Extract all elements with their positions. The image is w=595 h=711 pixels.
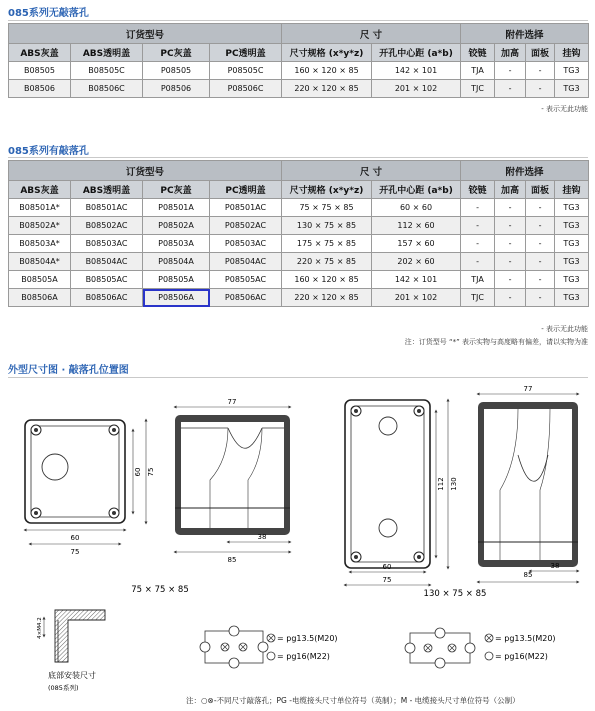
- table-row: [9, 235, 589, 253]
- table-cell: B08501AC: [71, 199, 143, 217]
- legend-pg13: = pg13.5(M20): [495, 634, 556, 643]
- table-cell: B08505A: [9, 271, 71, 289]
- bottom-install-label: 底部安装尺寸: [48, 671, 96, 680]
- table-cell: B08505C: [71, 62, 143, 80]
- spec-table-with-knockout: [8, 160, 589, 307]
- table-cell: -: [495, 199, 526, 217]
- table-cell: P08506C: [210, 80, 282, 98]
- column-header: PC透明盖: [210, 44, 282, 62]
- table-cell: B08501A*: [9, 199, 71, 217]
- table-cell: 75 × 75 × 85: [282, 199, 372, 217]
- group-header-accessories: 附件选择: [461, 24, 589, 44]
- table-cell: TG3: [555, 199, 589, 217]
- divider: [8, 20, 588, 21]
- table-cell: 160 × 120 × 85: [282, 62, 372, 80]
- table-cell: P08502A: [143, 217, 210, 235]
- small-box-front-view: [25, 420, 155, 556]
- table-cell: 112 × 60: [372, 217, 461, 235]
- large-box-caption: 130 × 75 × 85: [423, 589, 487, 599]
- dim-label: 38: [550, 562, 560, 570]
- table-row: [9, 289, 589, 307]
- table-cell: -: [495, 62, 526, 80]
- column-header: 尺寸规格 (x*y*z): [282, 181, 372, 199]
- section2-note-dash: - 表示无此功能: [541, 325, 588, 333]
- table-cell: -: [461, 253, 495, 271]
- table-cell: -: [526, 62, 555, 80]
- table-cell: B08506AC: [71, 289, 143, 307]
- table-cell: P08501A: [143, 199, 210, 217]
- column-header: 加高: [495, 44, 526, 62]
- column-header: 面板: [526, 44, 555, 62]
- section2-title: 085系列有敲落孔: [8, 146, 89, 157]
- table-cell: -: [526, 289, 555, 307]
- group-header-accessories: 附件选择: [461, 161, 589, 181]
- large-box-front-view: [345, 400, 458, 585]
- group-header-order: 订货型号: [9, 161, 282, 181]
- table-cell: 130 × 75 × 85: [282, 217, 372, 235]
- dim-label: 60: [134, 467, 142, 477]
- table-cell: TJA: [461, 62, 495, 80]
- dim-label: 85: [227, 556, 237, 564]
- column-header: ABS透明盖: [71, 44, 143, 62]
- table-cell: TJC: [461, 80, 495, 98]
- legend-pg16: = pg16(M22): [495, 652, 548, 661]
- table-cell: P08505AC: [210, 271, 282, 289]
- table-row: [9, 271, 589, 289]
- table-cell: 142 × 101: [372, 271, 461, 289]
- table-cell: 202 × 60: [372, 253, 461, 271]
- table-cell: -: [526, 217, 555, 235]
- column-header: 加高: [495, 181, 526, 199]
- table-cell: -: [495, 253, 526, 271]
- table-cell: 142 × 101: [372, 62, 461, 80]
- section2-note-asterisk: 注：订货型号 “*” 表示实物与高度略有偏差，请以实物为准: [404, 338, 588, 346]
- table-cell: -: [526, 235, 555, 253]
- table-cell: -: [495, 217, 526, 235]
- dim-label: 77: [523, 385, 533, 393]
- table-cell: -: [495, 289, 526, 307]
- section3-title: 外型尺寸图 · 敲落孔位置图: [8, 365, 129, 376]
- column-header: PC灰盖: [143, 181, 210, 199]
- table-row: [9, 62, 589, 80]
- dim-label: 75: [70, 548, 80, 556]
- group-header-size: 尺 寸: [282, 24, 461, 44]
- dim-label: 4×M4.2: [37, 617, 43, 639]
- table-cell: B08504A*: [9, 253, 71, 271]
- section1-note: - 表示无此功能: [541, 105, 588, 113]
- dim-label: 75: [147, 467, 155, 477]
- table-cell: TG3: [555, 289, 589, 307]
- bottom-install-detail: [37, 610, 105, 692]
- table-cell: B08502AC: [71, 217, 143, 235]
- dim-label: 60: [70, 534, 80, 542]
- table-row: [9, 253, 589, 271]
- table-cell: -: [495, 235, 526, 253]
- table-cell: TG3: [555, 62, 589, 80]
- table-cell: TG3: [555, 253, 589, 271]
- column-header: 尺寸规格 (x*y*z): [282, 44, 372, 62]
- knockout-layout-large: [405, 628, 475, 668]
- table-cell: P08504AC: [210, 253, 282, 271]
- knockout-layout-small: [200, 626, 268, 668]
- table-cell: B08505: [9, 62, 71, 80]
- dim-label: 60: [382, 563, 392, 571]
- dim-label: 38: [257, 533, 267, 541]
- table-cell: -: [526, 271, 555, 289]
- knockout-legend-small: [267, 634, 338, 661]
- table-row: [9, 199, 589, 217]
- table-cell: -: [461, 235, 495, 253]
- table-cell: -: [526, 80, 555, 98]
- table-cell: -: [495, 80, 526, 98]
- table-cell: B08503AC: [71, 235, 143, 253]
- table-row: [9, 80, 589, 98]
- dim-label: 130: [450, 477, 458, 491]
- divider: [8, 377, 588, 378]
- small-box-side-view: [175, 398, 290, 564]
- table-cell: P08503A: [143, 235, 210, 253]
- dim-label: 75: [382, 576, 392, 584]
- table-cell: P08503AC: [210, 235, 282, 253]
- bottom-install-sub: (085系列): [48, 684, 79, 692]
- large-box-side-view: [478, 385, 578, 582]
- table-cell: P08504A: [143, 253, 210, 271]
- table-cell: P08505A: [143, 271, 210, 289]
- legend-pg16: = pg16(M22): [277, 652, 330, 661]
- table-cell: B08503A*: [9, 235, 71, 253]
- column-header: ABS灰盖: [9, 181, 71, 199]
- column-header: 开孔中心距 (a*b): [372, 44, 461, 62]
- table-cell: -: [495, 271, 526, 289]
- small-box-caption: 75 × 75 × 85: [131, 585, 189, 595]
- dimension-drawings: [0, 380, 595, 710]
- table-cell: -: [461, 199, 495, 217]
- knockout-legend-large: [485, 634, 556, 661]
- dim-label: 112: [437, 477, 445, 491]
- legend-pg13: = pg13.5(M20): [277, 634, 338, 643]
- section1-title: 085系列无敲落孔: [8, 8, 89, 19]
- table-cell: 201 × 102: [372, 289, 461, 307]
- table-row: [9, 217, 589, 235]
- table-cell: TJC: [461, 289, 495, 307]
- table-cell: 157 × 60: [372, 235, 461, 253]
- table-cell: 220 × 75 × 85: [282, 253, 372, 271]
- column-header: 挂钩: [555, 44, 589, 62]
- column-header: 开孔中心距 (a*b): [372, 181, 461, 199]
- table-cell: P08502AC: [210, 217, 282, 235]
- column-header: 面板: [526, 181, 555, 199]
- table-cell: 220 × 120 × 85: [282, 289, 372, 307]
- table-cell-selected: P08506A: [143, 289, 210, 307]
- table-cell: B08506: [9, 80, 71, 98]
- table-cell: P08506AC: [210, 289, 282, 307]
- table-cell: TJA: [461, 271, 495, 289]
- column-header: 挂钩: [555, 181, 589, 199]
- table-cell: P08505C: [210, 62, 282, 80]
- table-cell: P08501AC: [210, 199, 282, 217]
- table-cell: 60 × 60: [372, 199, 461, 217]
- table-cell: P08506: [143, 80, 210, 98]
- bottom-note: 注：○⊗-不同尺寸敲落孔；PG -电缆接头尺寸单位符号（英制）；M - 电缆接头尺寸单位符号（公制）: [186, 696, 520, 705]
- table-cell: B08506A: [9, 289, 71, 307]
- table-cell: P08505: [143, 62, 210, 80]
- table-cell: 220 × 120 × 85: [282, 80, 372, 98]
- table-cell: TG3: [555, 80, 589, 98]
- table-cell: -: [461, 217, 495, 235]
- spec-table-no-knockout: [8, 23, 589, 98]
- column-header: PC透明盖: [210, 181, 282, 199]
- group-header-size: 尺 寸: [282, 161, 461, 181]
- column-header: PC灰盖: [143, 44, 210, 62]
- table-cell: TG3: [555, 271, 589, 289]
- column-header: ABS灰盖: [9, 44, 71, 62]
- table-cell: 175 × 75 × 85: [282, 235, 372, 253]
- table-cell: B08506C: [71, 80, 143, 98]
- table-cell: B08502A*: [9, 217, 71, 235]
- column-header: 铰链: [461, 44, 495, 62]
- column-header: ABS透明盖: [71, 181, 143, 199]
- column-header: 铰链: [461, 181, 495, 199]
- table-cell: 160 × 120 × 85: [282, 271, 372, 289]
- table-cell: -: [526, 199, 555, 217]
- table-cell: B08505AC: [71, 271, 143, 289]
- dim-label: 85: [523, 571, 533, 579]
- table-cell: -: [526, 253, 555, 271]
- table-cell: 201 × 102: [372, 80, 461, 98]
- table-cell: TG3: [555, 217, 589, 235]
- dim-label: 77: [227, 398, 237, 406]
- divider: [8, 157, 588, 158]
- table-cell: TG3: [555, 235, 589, 253]
- group-header-order: 订货型号: [9, 24, 282, 44]
- table-cell: B08504AC: [71, 253, 143, 271]
